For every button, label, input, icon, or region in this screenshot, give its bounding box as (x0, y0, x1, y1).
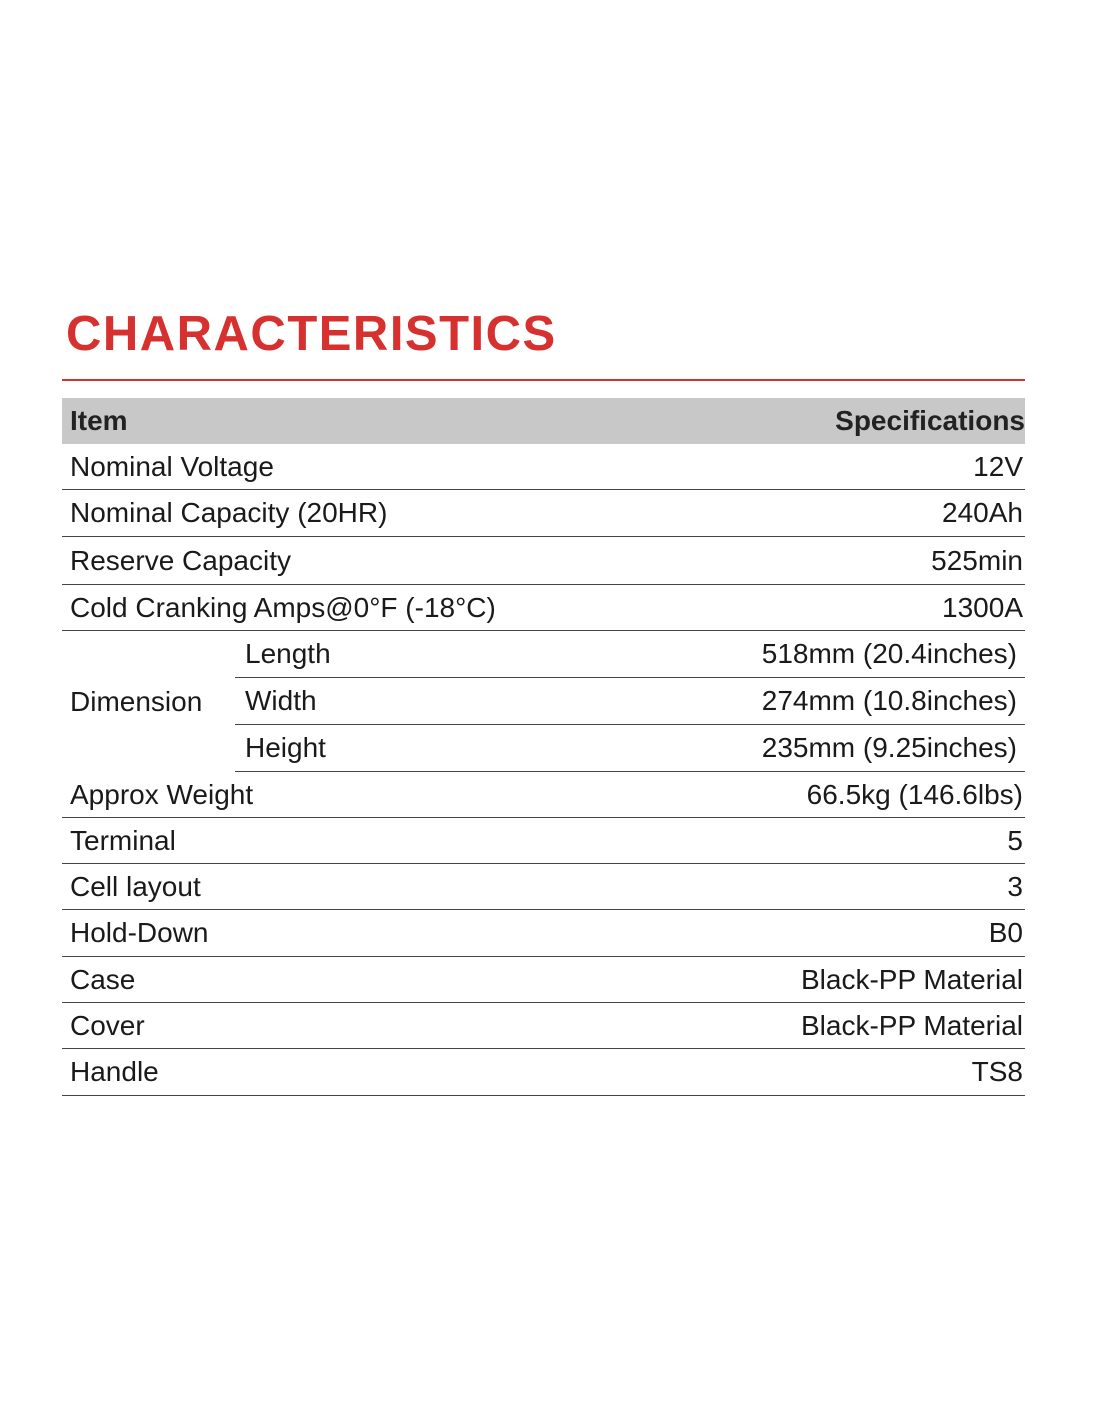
dimension-rows (235, 631, 1025, 772)
header-specifications: Specifications (835, 405, 1025, 436)
table-row-reserve-capacity (62, 537, 1025, 585)
row-label: Nominal Capacity (20HR) (70, 497, 388, 528)
table-row-approx-weight (62, 772, 1025, 818)
row-value: 274mm (10.8inches) (761, 685, 1017, 716)
row-label: Case (70, 963, 136, 995)
row-value: 5 (1007, 824, 1023, 856)
table-row-handle (62, 1049, 1025, 1096)
header-item: Item (70, 405, 128, 436)
row-value: 240Ah (942, 497, 1023, 528)
table-row-cold-cranking-amps (62, 585, 1025, 631)
table-row-cell-layout (62, 864, 1025, 910)
table-row-case (62, 957, 1025, 1003)
row-label: Width (245, 685, 317, 716)
row-value: 235mm (9.25inches) (761, 732, 1017, 763)
table-row-nominal-voltage (62, 444, 1025, 490)
table-row-nominal-capacity (62, 490, 1025, 537)
table-row-hold-down (62, 910, 1025, 957)
specifications-table (62, 398, 1025, 1096)
table-row-cover (62, 1003, 1025, 1049)
row-label: Terminal (70, 824, 176, 856)
page-title: CHARACTERISTICS (66, 307, 557, 361)
dimension-row-length (235, 631, 1025, 678)
row-label: Cell layout (70, 870, 201, 902)
row-value: 525min (931, 544, 1023, 576)
dimension-label: Dimension (70, 685, 203, 717)
dimension-row-width (235, 678, 1025, 725)
row-value: 518mm (20.4inches) (761, 638, 1017, 669)
title-divider (62, 379, 1025, 381)
dimension-group (62, 631, 1025, 772)
row-value: 12V (973, 450, 1023, 482)
row-value: B0 (988, 917, 1023, 948)
row-value: 1300A (942, 591, 1023, 623)
row-label: Handle (70, 1056, 159, 1087)
row-label: Height (245, 732, 326, 763)
row-value: 3 (1007, 870, 1023, 902)
table-row-terminal (62, 818, 1025, 864)
row-label: Cover (70, 1009, 145, 1041)
row-value: TS8 (971, 1056, 1023, 1087)
row-label: Nominal Voltage (70, 450, 274, 482)
row-label: Length (245, 638, 331, 669)
row-label: Reserve Capacity (70, 544, 291, 576)
row-value: Black-PP Material (800, 1009, 1023, 1041)
table-header (62, 398, 1025, 444)
row-value: 66.5kg (146.6lbs) (806, 778, 1023, 810)
row-value: Black-PP Material (800, 963, 1023, 995)
row-label: Approx Weight (70, 778, 254, 810)
row-label: Cold Cranking Amps@0°F (-18°C) (70, 591, 496, 623)
row-label: Hold-Down (70, 917, 209, 948)
dimension-row-height (235, 725, 1025, 772)
